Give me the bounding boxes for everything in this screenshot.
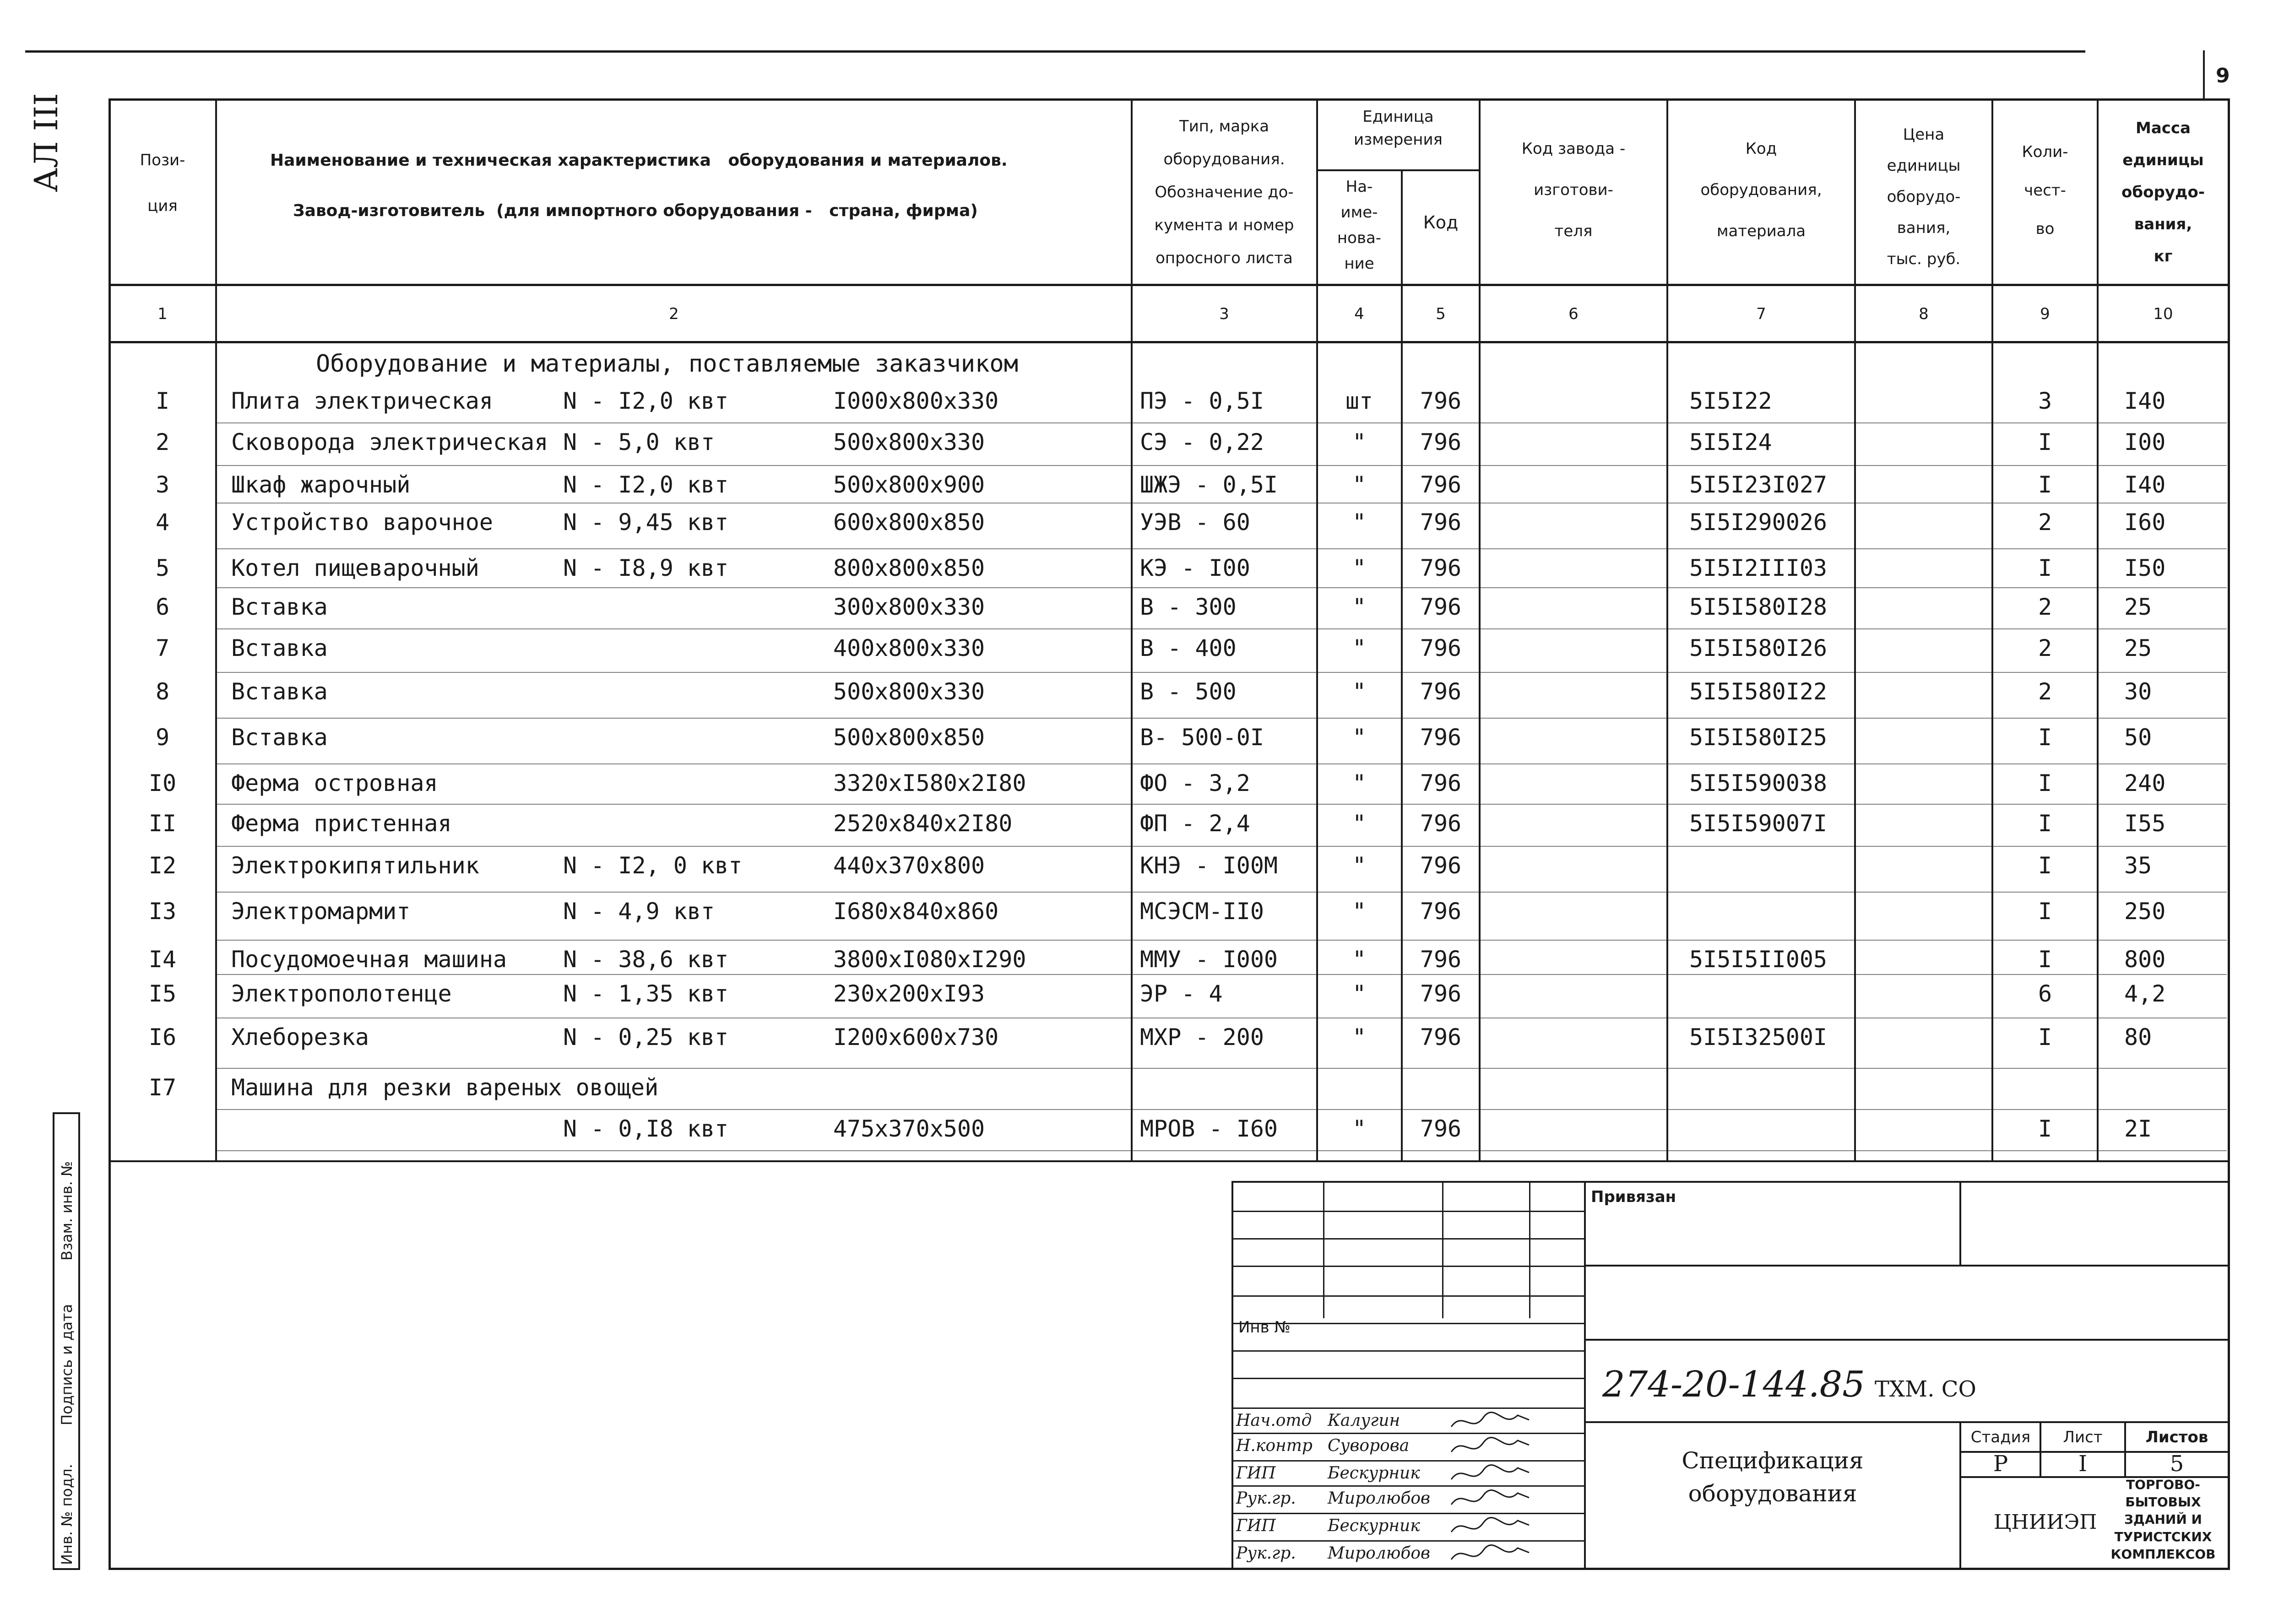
row-equipment-code: 5I5I580I25 <box>1689 724 1828 751</box>
row-mass: I55 <box>2124 810 2166 837</box>
row-unit-code: 796 <box>1420 678 1462 705</box>
row-name: Электрокипятильник <box>231 852 479 879</box>
section-title: Оборудование и материалы, поставляемые заказчиком <box>316 350 1019 378</box>
row-position: I2 <box>148 852 177 879</box>
row-type: ШЖЭ - 0,5I <box>1140 471 1278 498</box>
tb-role: ГИП <box>1236 1464 1276 1483</box>
row-dimensions: 3800xI080xI290 <box>833 946 1026 973</box>
sheets-value: 5 <box>2170 1451 2184 1477</box>
bound-label: Привязан <box>1591 1188 1676 1206</box>
top-rule <box>25 50 2085 53</box>
row-mass: 80 <box>2124 1024 2152 1050</box>
row-unit-code: 796 <box>1420 594 1462 620</box>
row-unit: " <box>1352 946 1367 973</box>
row-unit: " <box>1352 471 1367 498</box>
row-unit: " <box>1352 635 1367 661</box>
row-name: Устройство варочное <box>231 509 493 536</box>
row-type: В - 300 <box>1140 594 1237 620</box>
tb-role: Нач.отд <box>1236 1411 1312 1430</box>
row-type: В - 500 <box>1140 678 1237 705</box>
row-quantity: I <box>2038 724 2052 751</box>
sheet-label: Лист <box>2063 1428 2103 1446</box>
row-quantity: I <box>2038 555 2052 581</box>
row-unit: " <box>1352 770 1367 796</box>
row-separator <box>217 974 2227 975</box>
row-separator <box>217 628 2227 629</box>
frame-bottom <box>108 1568 2230 1570</box>
row-unit: " <box>1352 1024 1367 1050</box>
row-quantity: I <box>2038 1024 2052 1050</box>
row-quantity: I <box>2038 770 2052 796</box>
tb-person-name: Бескурник <box>1328 1516 1420 1535</box>
row-name: Электрополотенце <box>231 980 452 1007</box>
tb-role: Рук.гр. <box>1236 1544 1296 1563</box>
row-unit-code: 796 <box>1420 810 1462 837</box>
org-name: ЦНИИЭП <box>1994 1510 2097 1534</box>
row-equipment-code: 5I5I580I28 <box>1689 594 1828 620</box>
row-unit-code: 796 <box>1420 555 1462 581</box>
row-unit-code: 796 <box>1420 724 1462 751</box>
tb-grid-vline <box>1442 1181 1443 1318</box>
row-type: ФО - 3,2 <box>1140 770 1250 796</box>
tb-role: Рук.гр. <box>1236 1489 1296 1508</box>
row-unit-code: 796 <box>1420 509 1462 536</box>
row-separator <box>217 804 2227 805</box>
row-dimensions: 400x800x330 <box>833 635 985 661</box>
header-quantity: Коли- чест- во <box>2022 143 2068 238</box>
row-separator <box>217 763 2227 764</box>
row-mass: 25 <box>2124 635 2152 661</box>
row-power: N - I2, 0 квт <box>563 852 743 879</box>
row-position: 9 <box>155 724 170 751</box>
row-name: Вставка <box>231 635 328 661</box>
tb-person-name: Калугин <box>1328 1411 1400 1430</box>
row-unit: " <box>1352 980 1367 1007</box>
row-dimensions: I200x600x730 <box>833 1024 999 1050</box>
row-type: ММУ - I000 <box>1140 946 1278 973</box>
margin-label-inv: Инв. № подл. <box>58 1464 76 1565</box>
row-position: 6 <box>155 594 170 620</box>
row-mass: 2I <box>2124 1115 2152 1142</box>
row-unit: шт <box>1345 388 1373 414</box>
row-unit-code: 796 <box>1420 980 1462 1007</box>
row-quantity: 3 <box>2038 388 2052 414</box>
colnum-3: 3 <box>1219 305 1229 323</box>
colnum-4: 4 <box>1354 305 1364 323</box>
tb-grid-hline <box>1231 1211 1584 1212</box>
hline-units <box>1316 169 1479 171</box>
row-position: II <box>148 810 177 837</box>
row-dimensions: 230x200xI93 <box>833 980 985 1007</box>
row-unit-code: 796 <box>1420 1115 1462 1142</box>
row-dimensions: I680x840x860 <box>833 898 999 925</box>
tb-grid-hline <box>1231 1238 1584 1240</box>
row-type: ПЭ - 0,5I <box>1140 388 1264 414</box>
row-dimensions: I000x800x330 <box>833 388 999 414</box>
row-name: Шкаф жарочный <box>231 471 411 498</box>
row-separator <box>217 1150 2227 1151</box>
tb-grid-hline <box>1231 1295 1584 1297</box>
tb-role: Н.контр <box>1236 1436 1313 1455</box>
row-unit: " <box>1352 429 1367 455</box>
row-power: N - I2,0 квт <box>563 388 729 414</box>
colnum-1: 1 <box>157 305 168 323</box>
tb-grid-hline <box>1231 1181 1584 1182</box>
row-unit-code: 796 <box>1420 898 1462 925</box>
row-mass: 250 <box>2124 898 2166 925</box>
doc-number-suffix: ТХМ. СО <box>1874 1376 1976 1402</box>
hline-table-bottom <box>108 1160 2230 1162</box>
sheet-value: I <box>2078 1451 2087 1477</box>
row-power: N - 5,0 квт <box>563 429 715 455</box>
row-equipment-code: 5I5I59007I <box>1689 810 1828 837</box>
row-name: Котел пищеварочный <box>231 555 479 581</box>
tb-person-name: Миролюбов <box>1328 1544 1430 1563</box>
row-quantity: 2 <box>2038 594 2052 620</box>
tb-grid-vline <box>1323 1181 1324 1318</box>
row-separator <box>217 892 2227 893</box>
row-dimensions: 3320xI580x2I80 <box>833 770 1026 796</box>
row-power: N - 0,25 квт <box>563 1024 729 1050</box>
row-power: N - 4,9 квт <box>563 898 715 925</box>
tb-grid-vline <box>1529 1181 1530 1318</box>
row-name: Плита электрическая <box>231 388 493 414</box>
row-mass: I00 <box>2124 429 2166 455</box>
row-unit-code: 796 <box>1420 770 1462 796</box>
row-mass: 800 <box>2124 946 2166 973</box>
tb-signature-scribble <box>1449 1408 1531 1435</box>
row-name: Вставка <box>231 594 328 620</box>
row-quantity: I <box>2038 810 2052 837</box>
row-equipment-code: 5I5I580I22 <box>1689 678 1828 705</box>
row-mass: 30 <box>2124 678 2152 705</box>
row-separator <box>217 548 2227 549</box>
row-quantity: I <box>2038 429 2052 455</box>
header-unit-name: На- име- нова- ние <box>1337 178 1382 273</box>
header-type: Тип, марка оборудования. Обозначение до- кумента и номер опросного листа <box>1154 117 1294 267</box>
row-dimensions: 500x800x850 <box>833 724 985 751</box>
row-unit: " <box>1352 898 1367 925</box>
row-name: Электромармит <box>231 898 411 925</box>
header-position: Пози- ция <box>140 151 185 215</box>
row-power: N - 38,6 квт <box>563 946 729 973</box>
header-equipment-code: Код оборудования, материала <box>1700 140 1822 240</box>
row-position: I5 <box>148 980 177 1007</box>
colnum-5: 5 <box>1436 305 1446 323</box>
row-position: 7 <box>155 635 170 661</box>
row-type: ЭР - 4 <box>1140 980 1223 1007</box>
row-dimensions: 300x800x330 <box>833 594 985 620</box>
org-stamp: ТОРГОВО- БЫТОВЫХ ЗДАНИЙ И ТУРИСТСКИХ КОМПЛЕКСОВ <box>2110 1477 2216 1562</box>
vline-col1 <box>215 98 217 1160</box>
tb-grid-vline <box>1231 1181 1233 1570</box>
row-equipment-code: 5I5I24 <box>1689 429 1772 455</box>
colnum-2: 2 <box>669 305 679 323</box>
tb-grid-hline <box>1231 1378 1584 1379</box>
row-mass: I40 <box>2124 471 2166 498</box>
row-mass: 4,2 <box>2124 980 2166 1007</box>
row-dimensions: 500x800x330 <box>833 678 985 705</box>
row-name: Ферма пристенная <box>231 810 452 837</box>
tb-hline-1 <box>1586 1265 2230 1267</box>
row-position: I3 <box>148 898 177 925</box>
row-type: МСЭСМ-II0 <box>1140 898 1264 925</box>
row-separator <box>217 465 2227 466</box>
tb-person-name: Суворова <box>1328 1436 1410 1455</box>
row-equipment-code: 5I5I23I027 <box>1689 471 1828 498</box>
row-quantity: 2 <box>2038 678 2052 705</box>
row-position: 4 <box>155 509 170 536</box>
sheet-number: 9 <box>2216 64 2230 87</box>
row-quantity: I <box>2038 852 2052 879</box>
tb-role: ГИП <box>1236 1516 1276 1535</box>
hline-numbers-bottom <box>108 341 2230 343</box>
row-unit: " <box>1352 1115 1367 1142</box>
frame-top <box>108 98 2230 101</box>
header-name-line1: Наименование и техническая характеристика оборудования и материалов. <box>270 151 1008 170</box>
row-unit: " <box>1352 810 1367 837</box>
row-unit-code: 796 <box>1420 635 1462 661</box>
row-equipment-code: 5I5I290026 <box>1689 509 1828 536</box>
frame-right <box>2228 98 2230 1570</box>
tb-stage-div <box>1959 1421 1961 1568</box>
row-type: МХР - 200 <box>1140 1024 1264 1050</box>
tb-hline-3 <box>1586 1421 2230 1423</box>
row-unit: " <box>1352 724 1367 751</box>
row-mass: 35 <box>2124 852 2152 879</box>
margin-label-replace: Взам. инв. № <box>58 1161 76 1261</box>
row-dimensions: 440x370x800 <box>833 852 985 879</box>
row-name: Посудомоечная машина <box>231 946 507 973</box>
row-dimensions: 800x800x850 <box>833 555 985 581</box>
tb-signature-scribble <box>1449 1514 1531 1541</box>
left-margin-strip <box>53 1112 80 1570</box>
row-unit-code: 796 <box>1420 429 1462 455</box>
row-separator <box>217 1109 2227 1110</box>
row-equipment-code: 5I5I580I26 <box>1689 635 1828 661</box>
row-mass: 240 <box>2124 770 2166 796</box>
tb-grid-vline <box>1584 1181 1585 1570</box>
doc-number-main: 274-20-144.85 <box>1602 1364 1865 1405</box>
row-power: N - 0,I8 квт <box>563 1115 729 1142</box>
row-quantity: I <box>2038 471 2052 498</box>
tb-person-name: Бескурник <box>1328 1464 1420 1483</box>
row-dimensions: 500x800x900 <box>833 471 985 498</box>
row-quantity: 2 <box>2038 635 2052 661</box>
row-quantity: I <box>2038 898 2052 925</box>
row-position: I4 <box>148 946 177 973</box>
margin-label-signature: Подпись и дата <box>58 1304 76 1425</box>
tb-hline-2 <box>1586 1339 2230 1341</box>
row-mass: I50 <box>2124 555 2166 581</box>
row-power: N - 9,45 квт <box>563 509 729 536</box>
row-dimensions: 2520x840x2I80 <box>833 810 1013 837</box>
row-quantity: 6 <box>2038 980 2052 1007</box>
tb-signature-scribble <box>1449 1434 1531 1461</box>
row-equipment-code: 5I5I590038 <box>1689 770 1828 796</box>
row-type: КНЭ - I00М <box>1140 852 1278 879</box>
tb-person-name: Миролюбов <box>1328 1489 1430 1508</box>
sheet-number-border <box>2203 50 2205 101</box>
hline-header-bottom <box>108 284 2230 286</box>
row-separator <box>217 846 2227 847</box>
colnum-8: 8 <box>1919 305 1929 323</box>
vline-col6 <box>1666 98 1668 1160</box>
row-unit-code: 796 <box>1420 852 1462 879</box>
header-price: Цена единицы оборудо- вания, тыс. руб. <box>1887 125 1961 268</box>
row-separator <box>217 422 2227 423</box>
row-type: В - 400 <box>1140 635 1237 661</box>
row-equipment-code: 5I5I32500I <box>1689 1024 1828 1050</box>
colnum-9: 9 <box>2040 305 2050 323</box>
row-position: I7 <box>148 1074 177 1101</box>
stage-label: Стадия <box>1970 1428 2031 1446</box>
row-quantity: 2 <box>2038 509 2052 536</box>
row-separator <box>217 672 2227 673</box>
row-separator <box>217 1068 2227 1069</box>
colnum-10: 10 <box>2153 305 2173 323</box>
row-mass: 50 <box>2124 724 2152 751</box>
tb-grid-hline <box>1231 1350 1584 1352</box>
tb-signature-scribble <box>1449 1461 1531 1488</box>
row-type: КЭ - I00 <box>1140 555 1250 581</box>
row-dimensions: 500x800x330 <box>833 429 985 455</box>
header-unit-group: Единица измерения <box>1353 108 1443 149</box>
row-separator <box>217 587 2227 588</box>
row-type: МРОВ - I60 <box>1140 1115 1278 1142</box>
header-unit-code: Код <box>1423 212 1459 233</box>
row-mass: 25 <box>2124 594 2152 620</box>
row-unit: " <box>1352 555 1367 581</box>
row-type: В- 500-0I <box>1140 724 1264 751</box>
inv-label: Инв № <box>1238 1318 1291 1337</box>
row-name: Вставка <box>231 724 328 751</box>
row-power: N - 1,35 квт <box>563 980 729 1007</box>
row-position: 5 <box>155 555 170 581</box>
row-name: Хлеборезка <box>231 1024 369 1050</box>
row-unit-code: 796 <box>1420 388 1462 414</box>
row-unit: " <box>1352 678 1367 705</box>
sheets-label: Листов <box>2145 1428 2208 1446</box>
row-position: 8 <box>155 678 170 705</box>
row-type: СЭ - 0,22 <box>1140 429 1264 455</box>
tb-bound-div <box>1959 1181 1961 1266</box>
row-position: I0 <box>148 770 177 796</box>
row-unit: " <box>1352 852 1367 879</box>
side-label: АЛ III <box>27 93 65 192</box>
row-unit: " <box>1352 594 1367 620</box>
row-unit-code: 796 <box>1420 471 1462 498</box>
row-position: I <box>155 388 170 414</box>
tb-grid-hline <box>1231 1266 1584 1267</box>
row-position: 2 <box>155 429 170 455</box>
row-separator <box>217 718 2227 719</box>
row-name: Вставка <box>231 678 328 705</box>
header-factory-code: Код завода - изготови- теля <box>1521 140 1626 240</box>
header-name-line2: Завод-изготовитель (для импортного оборудования - страна, фирма) <box>293 201 978 220</box>
row-mass: I40 <box>2124 388 2166 414</box>
row-equipment-code: 5I5I5II005 <box>1689 946 1828 973</box>
tb-signature-scribble <box>1449 1541 1531 1568</box>
row-position: 3 <box>155 471 170 498</box>
row-quantity: I <box>2038 1115 2052 1142</box>
row-type: УЭВ - 60 <box>1140 509 1250 536</box>
row-power: N - I2,0 квт <box>563 471 729 498</box>
row-name: Ферма островная <box>231 770 438 796</box>
row-equipment-code: 5I5I2III03 <box>1689 555 1828 581</box>
row-dimensions: 600x800x850 <box>833 509 985 536</box>
stage-value: Р <box>1993 1451 2008 1477</box>
row-type: ФП - 2,4 <box>1140 810 1250 837</box>
doc-number <box>1602 1364 1976 1405</box>
header-mass: Масса единицы оборудо- вания, кг <box>2121 119 2205 265</box>
row-position: I6 <box>148 1024 177 1050</box>
row-power: N - I8,9 квт <box>563 555 729 581</box>
row-mass: I60 <box>2124 509 2166 536</box>
doc-title: Спецификация оборудования <box>1682 1447 1864 1507</box>
colnum-6: 6 <box>1568 305 1579 323</box>
row-name: Машина для резки вареных овощей <box>231 1074 659 1101</box>
row-equipment-code: 5I5I22 <box>1689 388 1772 414</box>
row-dimensions: 475x370x500 <box>833 1115 985 1142</box>
row-unit-code: 796 <box>1420 1024 1462 1050</box>
vline-col5 <box>1479 98 1481 1160</box>
row-separator <box>217 940 2227 941</box>
row-name: Сковорода электрическая <box>231 429 548 455</box>
row-unit-code: 796 <box>1420 946 1462 973</box>
tb-signature-scribble <box>1449 1486 1531 1513</box>
row-quantity: I <box>2038 946 2052 973</box>
colnum-7: 7 <box>1756 305 1766 323</box>
row-unit: " <box>1352 509 1367 536</box>
